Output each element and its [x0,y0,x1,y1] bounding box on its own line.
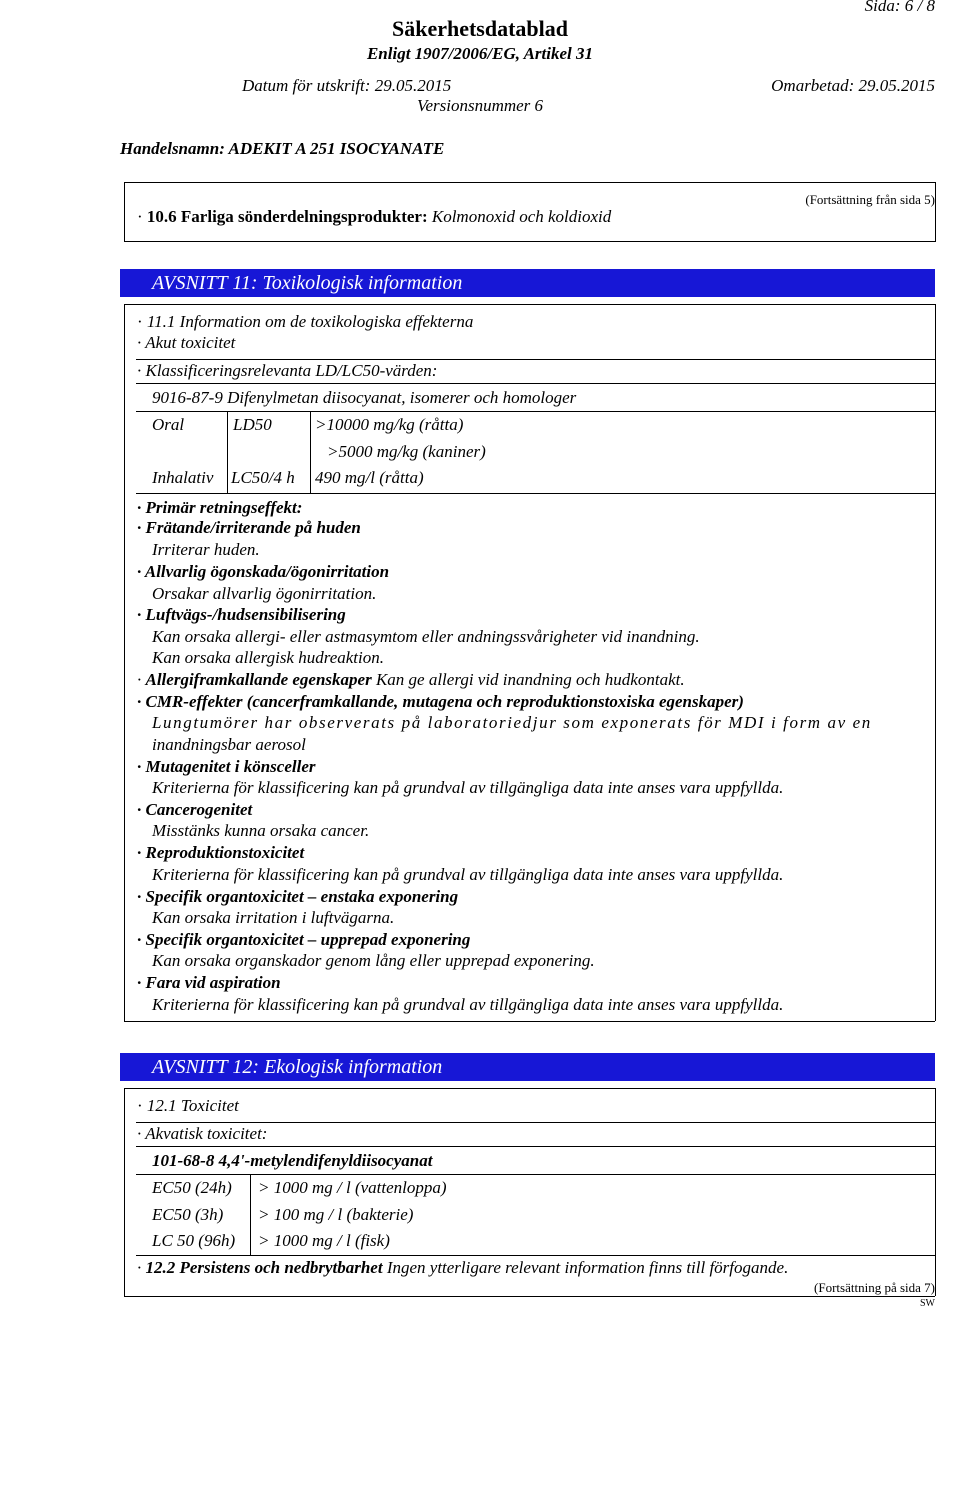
section-10-6-label: 10.6 Farliga sönderdelningsprodukter: [146,207,428,226]
aq-row-1-value: > 1000 mg / l (vattenloppa) [258,1178,447,1197]
sensitisation-heading-label: Luftvägs-/hudsensibilisering [145,605,346,624]
ld-row-1-type: LD50 [233,415,272,434]
aspiration-text: Kriterierna för klassificering kan på grundval av tillgängliga data inte anses vara uppfyllda. [152,995,784,1014]
carcinogenicity-heading: · Cancerogenitet [137,800,253,819]
frame-top [124,182,935,183]
primary-effect: · Primär retningseffekt: [137,498,303,517]
version-number: Versionsnummer 6 [416,96,544,115]
section-12-left-rule [124,1088,125,1296]
sensitisation-heading: · Luftvägs-/hudsensibilisering [137,605,346,624]
cmr-text-2: inandningsbar aerosol [152,735,306,754]
ld-lc-label: · Klassificeringsrelevanta LD/LC50-värden: [137,361,438,380]
aq-table-right [935,1122,936,1255]
aq-table-bottom [136,1255,935,1256]
section-12-bottom-rule [124,1296,935,1297]
page-number: Sida: 6 / 8 [864,0,935,15]
regulation: Enligt 1907/2006/EG, Artikel 31 [366,44,594,63]
ld-row-1-value: >10000 mg/kg (råtta) [315,415,464,434]
persistence-heading: 12.2 Persistens och nedbrytbarhet [145,1258,383,1277]
subsection-11-1: · 11.1 Information om de toxikologiska effekterna [137,312,474,331]
ld-table-rule [136,383,935,384]
stot-re-text: Kan orsaka organskador genom lång eller upprepad exponering. [152,951,595,970]
aq-substance: 101-68-8 4,4'-metylendifenyldiisocyanat [152,1151,433,1170]
trade-name: Handelsnamn: ADEKIT A 251 ISOCYANATE [120,139,445,158]
section-10-6-value: Kolmonoxid och koldioxid [431,207,612,226]
reproductive-heading-label: Reproduktionstoxicitet [145,843,305,862]
frame-left [124,182,125,242]
section-11-bottom-rule [124,1021,935,1022]
section-11-header [120,269,935,297]
acute-toxicity-label: Akut toxicitet [145,333,236,352]
revised-date: Omarbetad: 29.05.2015 [771,76,935,95]
aquatic-toxicity: · Akvatisk toxicitet: [137,1124,268,1143]
section-11-title: AVSNITT 11: Toxikologisk information [152,272,463,294]
section-12-header [120,1053,935,1081]
section-12-title: AVSNITT 12: Ekologisk information [152,1056,443,1078]
skin-heading-label: Frätande/irriterande på huden [145,518,361,537]
stot-re-heading-label: Specifik organtoxicitet – upprepad exponering [145,930,471,949]
carcinogenicity-heading-label: Cancerogenitet [145,800,253,819]
bullet-dot: · [137,207,147,226]
ld-table-right [935,359,936,493]
document-title: Säkerhetsdatablad [391,16,569,41]
cmr-heading: · CMR-effekter (cancerframkallande, mutagena och reproduktionstoxiska egenskaper) [137,692,744,711]
section-11-top-rule [124,304,935,305]
eye-text: Orsakar allvarlig ögonirritation. [152,584,377,603]
stot-re-heading: · Specifik organtoxicitet – upprepad exponering [137,930,471,949]
aq-table-rule-2 [136,1174,935,1175]
allergenic-line: · Allergiframkallande egenskaper Kan ge allergi vid inandning och hudkontakt. [137,670,685,689]
stot-se-heading: · Specifik organtoxicitet – enstaka exponering [137,887,459,906]
carcinogenicity-text: Misstänks kunna orsaka cancer. [152,821,370,840]
eye-heading-label: Allvarlig ögonskada/ögonirritation [144,562,390,581]
mutagenicity-heading: · Mutagenitet i könsceller [137,757,316,776]
aq-col-1 [250,1174,251,1255]
print-date: Datum för utskrift: 29.05.2015 [242,76,452,95]
aq-row-2-value: > 100 mg / l (bakterie) [258,1205,414,1224]
skin-heading: · Frätande/irriterande på huden [137,518,361,537]
skin-text: Irriterar huden. [152,540,260,559]
persistence-text: Ingen ytterligare relevant information finns till förfogande. [386,1258,789,1277]
ld-table-bottom [136,493,935,494]
language-code: SW [920,1298,935,1309]
aq-row-3-type: LC 50 (96h) [152,1231,236,1250]
ld-substance: 9016-87-9 Difenylmetan diisocyanat, isomerer och homologer [152,388,577,407]
ld-col-2 [310,411,311,493]
ld-row-1-route: Oral [152,415,185,434]
ld-table-rule-2 [136,411,935,412]
ld-lc-label-text: Klassificeringsrelevanta LD/LC50-värden: [145,361,438,380]
frame-bottom [124,241,935,242]
section-10-6 [137,207,611,227]
ld-row-3-type: LC50/4 h [231,468,295,487]
ld-row-2-value: >5000 mg/kg (kaniner) [327,442,486,461]
aq-table-top [136,1122,935,1123]
primary-effect-label: Primär retningseffekt: [145,498,303,517]
reproductive-text: Kriterierna för klassificering kan på grundval av tillgängliga data inte anses vara uppfyllda. [152,865,784,884]
section-11-left-rule [124,304,125,1021]
sensitisation-text-2: Kan orsaka allergisk hudreaktion. [152,648,384,667]
aspiration-heading: · Fara vid aspiration [137,973,281,992]
frame-right [935,182,936,242]
subsection-12-1: · 12.1 Toxicitet [137,1096,239,1115]
subsection-11-1-label: 11.1 Information om de toxikologiska effekterna [146,312,474,331]
allergenic-heading: Allergiframkallande egenskaper [145,670,372,689]
aq-row-1-type: EC50 (24h) [152,1178,232,1197]
stot-se-heading-label: Specifik organtoxicitet – enstaka exponering [145,887,459,906]
ld-col-1 [227,411,228,493]
reproductive-heading: · Reproduktionstoxicitet [137,843,305,862]
cmr-text-1: Lungtumörer har observerats på laboratoriedjur som exponerats för MDI i form av en [152,713,872,732]
aq-table-rule [136,1146,935,1147]
aquatic-toxicity-label: Akvatisk toxicitet: [145,1124,268,1143]
continued-from: (Fortsättning från sida 5) [805,192,935,207]
continued-to: (Fortsättning på sida 7) [814,1280,935,1295]
allergenic-text: Kan ge allergi vid inandning och hudkontakt. [375,670,685,689]
subsection-12-1-label: 12.1 Toxicitet [146,1096,239,1115]
mutagenicity-heading-label: Mutagenitet i könsceller [145,757,316,776]
mutagenicity-text: Kriterierna för klassificering kan på grundval av tillgängliga data inte anses vara uppfyllda. [152,778,784,797]
persistence-line: · 12.2 Persistens och nedbrytbarhet Ingen ytterligare relevant information finns till förfogande. [137,1258,789,1277]
ld-row-3-value: 490 mg/l (råtta) [315,468,424,487]
cmr-heading-label: CMR-effekter (cancerframkallande, mutagena och reproduktionstoxiska egenskaper) [145,692,744,711]
section-12-top-rule [124,1088,935,1089]
ld-row-3-route: Inhalativ [152,468,214,487]
sensitisation-text-1: Kan orsaka allergi- eller astmasymtom eller andningssvårigheter vid inandning. [152,627,700,646]
ld-table-top [136,359,935,360]
eye-heading: · Allvarlig ögonskada/ögonirritation [137,562,390,581]
aspiration-heading-label: Fara vid aspiration [145,973,281,992]
stot-se-text: Kan orsaka irritation i luftvägarna. [152,908,395,927]
aq-row-2-type: EC50 (3h) [152,1205,224,1224]
acute-toxicity: · Akut toxicitet [137,333,236,352]
aq-row-3-value: > 1000 mg / l (fisk) [258,1231,390,1250]
